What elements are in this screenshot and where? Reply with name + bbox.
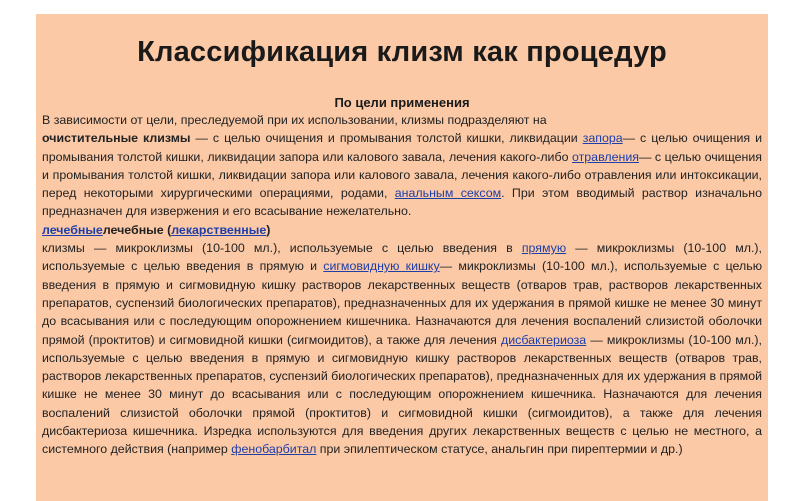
link-sigmoid-colon[interactable]: сигмовидную кишку — [323, 259, 440, 274]
link-constipation[interactable]: запора — [582, 131, 623, 146]
link-anal-sex[interactable]: анальным сексом — [394, 186, 502, 201]
link-rectum[interactable]: прямую — [521, 241, 567, 256]
link-phenobarbital[interactable]: фенобарбитал — [231, 442, 317, 457]
text-segment: — микроклизмы (10-100 мл.), используемые с целью введения в прямую и сигмовидную кишку растворов лекарственных веществ (отваров трав, растворов лекарственных препаратов, суспензий биологических препаратов), предназначенных для их удержания в прямой кишке не менее 30 минут до всасывания или с последующим опорожнением кишечника. Назначаются для лечения воспалений слизистой оболочки прямой (проктитов) и сигмовидной кишки (сигмоидитов), а также для лечения дисбактериоза кишечника. Изредка используются для введения других лекарственных веществ с целью не местного, а системного действия (например — [42, 332, 763, 457]
link-medicinal[interactable]: лекарственные — [171, 222, 267, 237]
text-segment: клизмы — микроклизмы (10-100 мл.), используемые с целью введения в — [42, 241, 522, 256]
cleansing-term: очистительные клизмы — [42, 131, 191, 146]
therapeutic-heading — [42, 221, 762, 239]
text-segment: — микроклизмы (10-100 мл.), используемые с целью введения в прямую и сигмовидную кишку растворов лекарственных веществ (отваров трав, растворов лекарственных препаратов, суспензий биологических препаратов), предназначенных для их удержания в прямой кишке не менее 30 минут до всасывания или с последующим опорожнением кишечника. Назначаются для лечения воспалений слизистой оболочки прямой (проктитов) и сигмовидной кишки (сигмоидитов), а также для лечения — [42, 259, 762, 347]
slide — [36, 14, 768, 501]
therapeutic-paragraph — [42, 239, 762, 459]
link-dysbacteriosis[interactable]: дисбактериоза — [501, 332, 587, 347]
text-segment: при эпилептическом статусе, анальгин при пирептермии и др.) — [316, 442, 683, 457]
slide-subtitle: По цели применения — [334, 95, 470, 110]
intro-paragraph: В зависимости от цели, преследуемой при их использовании, клизмы подразделяют на — [42, 113, 547, 127]
text-segment: . При этом вводимый раствор изначально предназначен для извержения и его всасывание нежелательно. — [42, 186, 762, 219]
text-segment: — с целью очищения и промывания толстой кишки, ликвидации — [190, 131, 583, 146]
text-segment: — микроклизмы (10-100 мл.), используемые с целью введения в прямую и — [42, 241, 762, 274]
therapeutic-term: лечебные ( — [102, 222, 172, 237]
text-segment: — с целью очищения и промывания толстой кишки, ликвидации запора или калового завала, лечения какого-либо отравления или интоксикации, перед некоторыми хирургическими операциями, родами, — [42, 149, 762, 201]
cleansing-paragraph — [42, 129, 762, 220]
slide-title: Классификация клизм как процедур — [137, 36, 667, 68]
therapeutic-term-end: ) — [266, 222, 271, 237]
slide-body — [42, 111, 762, 459]
text-segment: — с целью очищения и промывания толстой кишки, ликвидации запора или калового завала, лечения какого-либо — [42, 131, 763, 164]
link-therapeutic[interactable]: лечебные — [42, 222, 103, 237]
link-poisoning[interactable]: отравления — [572, 149, 639, 164]
